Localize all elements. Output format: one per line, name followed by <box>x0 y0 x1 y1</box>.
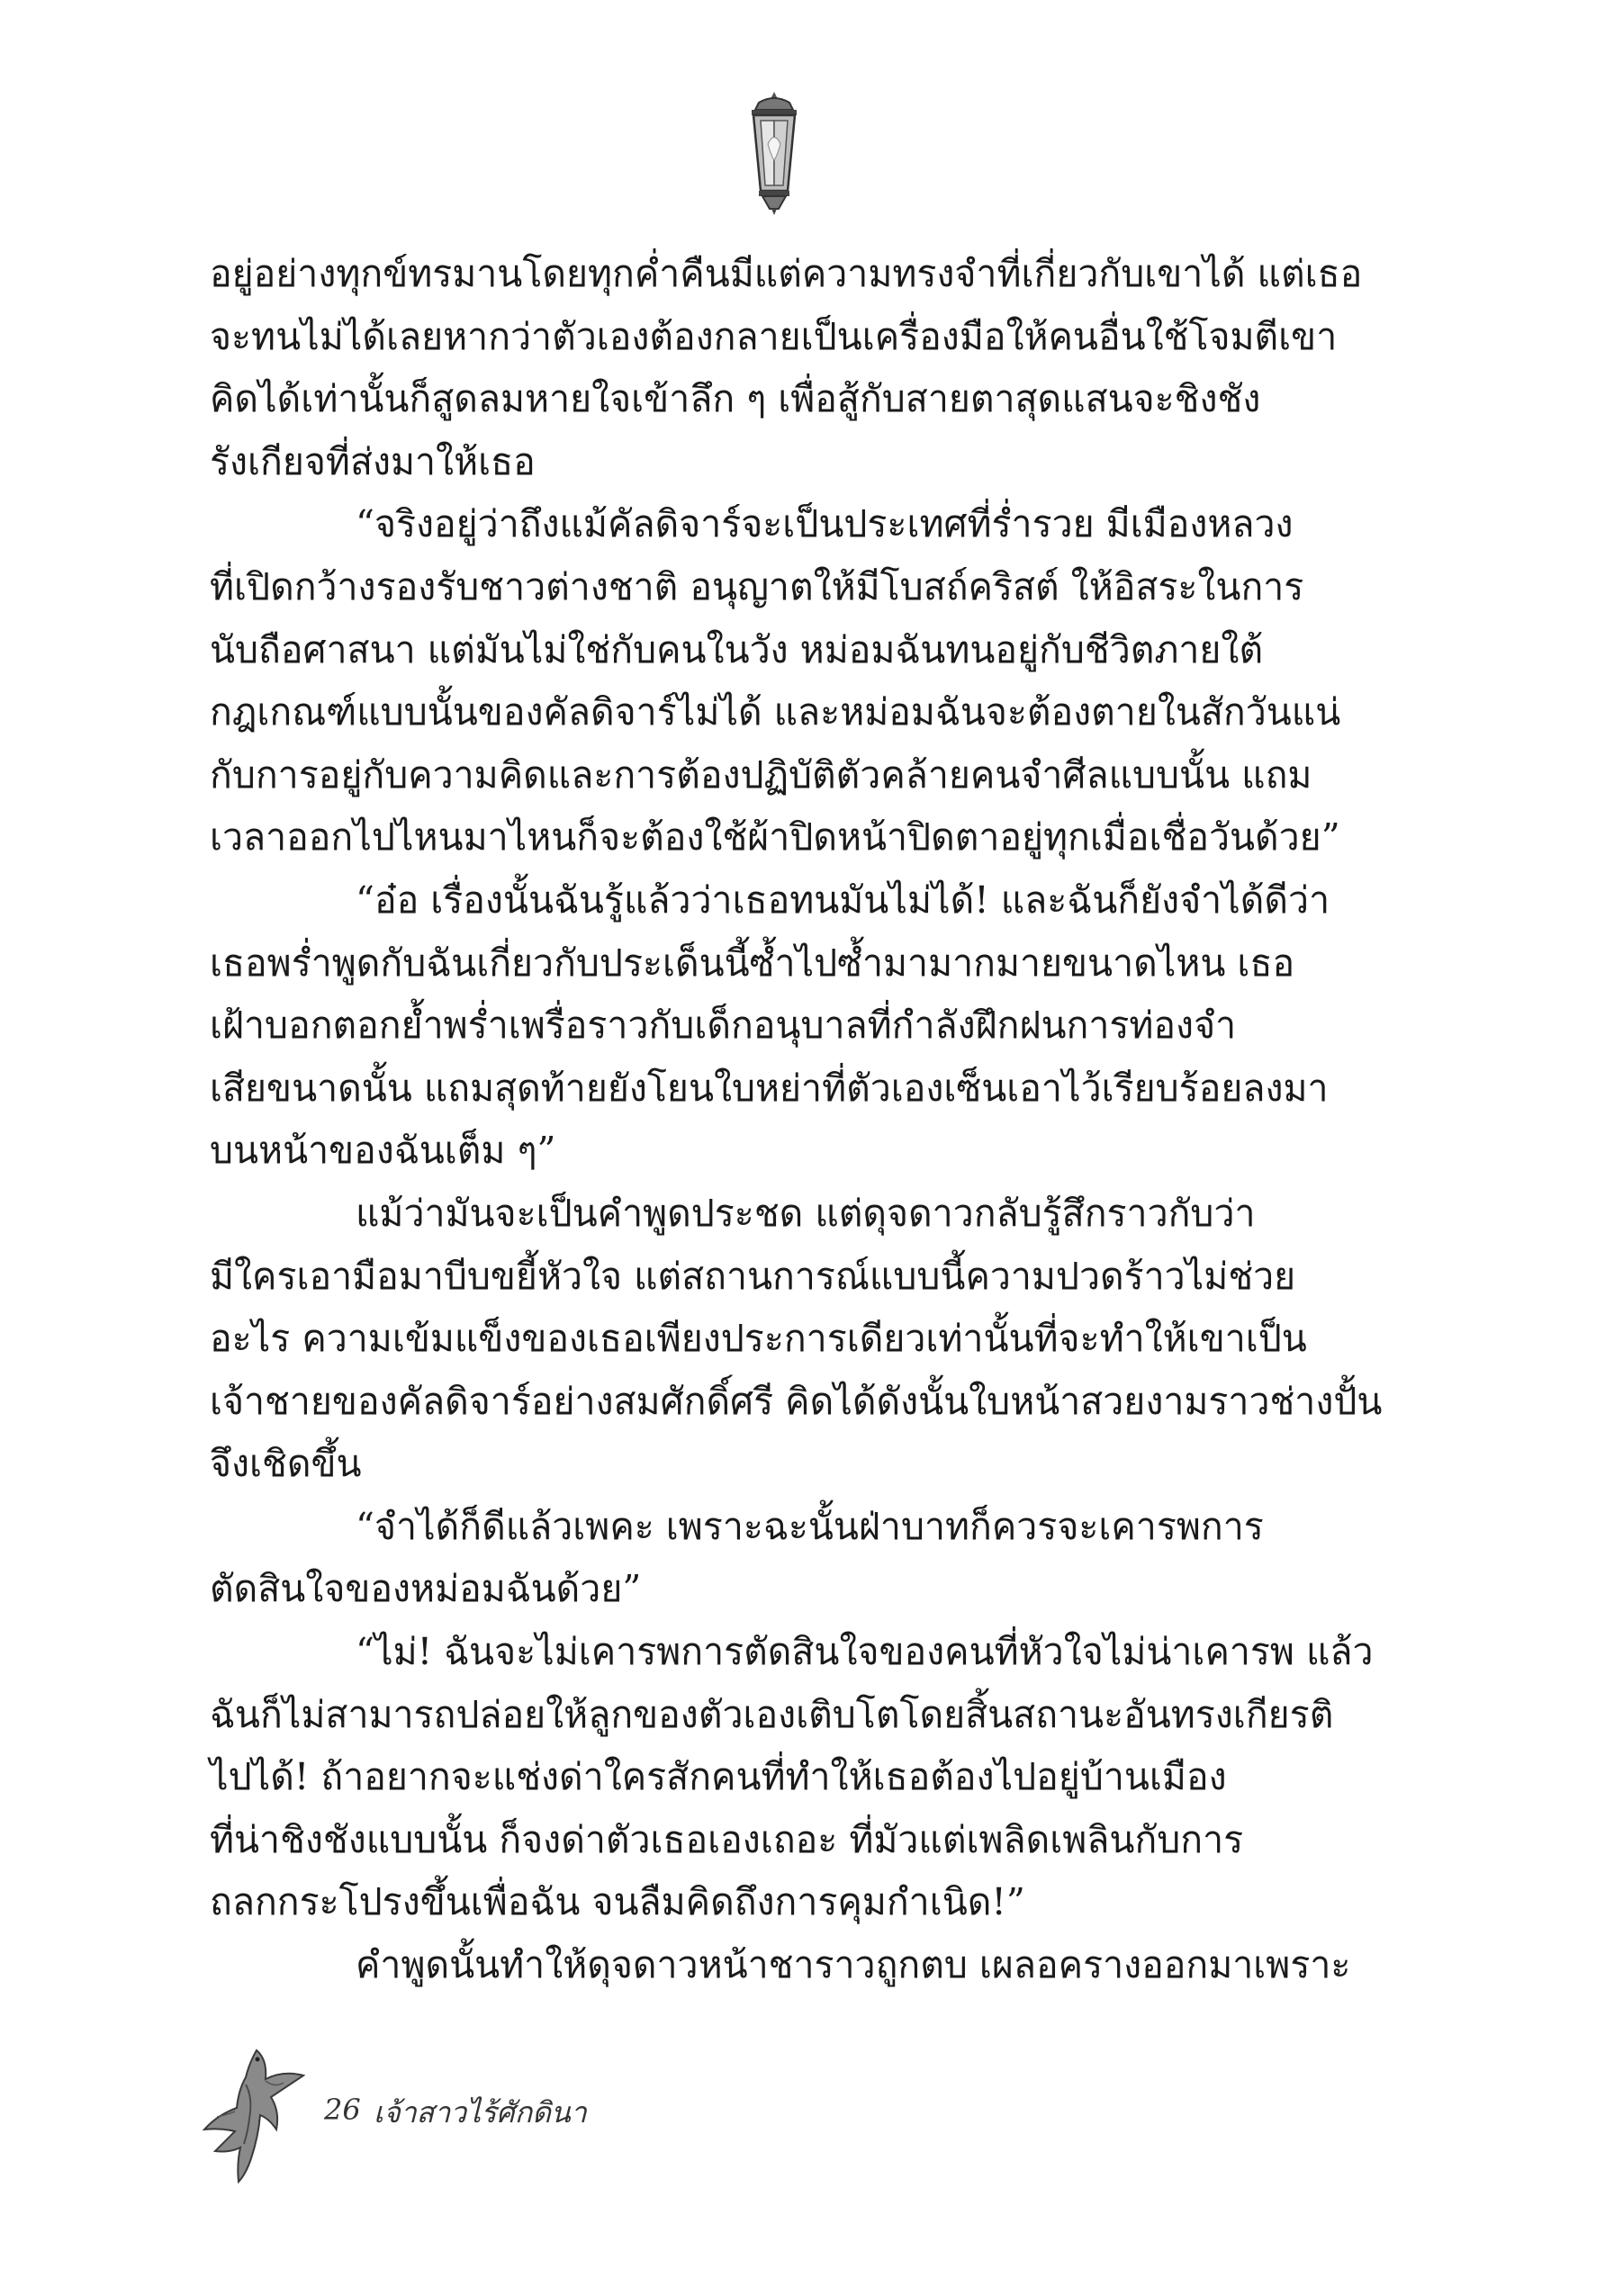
text-line: “จริงอยู่ว่าถึงแม้คัลดิจาร์จะเป็นประเทศที่ร่ำรวย มีเมืองหลวง <box>356 502 1294 546</box>
text-line: เฝ้าบอกตอกย้ำพร่ำเพรื่อราวกับเด็กอนุบาลที่กำลังฝึกฝนการท่องจำ <box>210 1004 1237 1048</box>
book-title: เจ้าสาวไร้ศักดินา <box>374 2095 587 2129</box>
text-line: คิดได้เท่านั้นก็สูดลมหายใจเข้าลึก ๆ เพื่อสู้กับสายตาสุดแสนจะชิงชัง <box>210 377 1261 421</box>
text-line: รังเกียจที่ส่งมาให้เธอ <box>210 439 536 483</box>
text-line: เสียขนาดนั้น แถมสุดท้ายยังโยนใบหย่าที่ตัวเองเซ็นเอาไว้เรียบร้อยลงมา <box>210 1066 1329 1110</box>
text-line: เธอพร่ำพูดกับฉันเกี่ยวกับประเด็นนี้ซ้ำไปซ้ำมามากมายขนาดไหน เธอ <box>210 941 1295 985</box>
text-line: จะทนไม่ได้เลยหากว่าตัวเองต้องกลายเป็นเครื่องมือให้คนอื่นใช้โจมตีเขา <box>210 314 1338 358</box>
text-line: บนหน้าของฉันเต็ม ๆ” <box>210 1129 556 1173</box>
text-line: จึงเชิดขึ้น <box>210 1442 362 1486</box>
eagle-icon <box>194 2043 311 2187</box>
text-line: “อ๋อ เรื่องนั้นฉันรู้แล้วว่าเธอทนมันไม่ได้! และฉันก็ยังจำได้ดีว่า <box>356 878 1330 922</box>
text-line: เวลาออกไปไหนมาไหนก็จะต้องใช้ผ้าปิดหน้าปิดตาอยู่ทุกเมื่อเชื่อวันด้วย” <box>210 815 1340 860</box>
text-line: ที่น่าชิงชังแบบนั้น ก็จงด่าตัวเธอเองเถอะ ที่มัวแต่เพลิดเพลินกับการ <box>210 1817 1244 1861</box>
text-line: ถลกกระโปรงขึ้นเพื่อฉัน จนลืมคิดถึงการคุมกำเนิด!” <box>210 1880 1025 1924</box>
lantern-icon <box>734 90 815 216</box>
text-line: กับการอยู่กับความคิดและการต้องปฏิบัติตัวคล้ายคนจำศีลแบบนั้น แถม <box>210 752 1312 797</box>
text-line: “ไม่! ฉันจะไม่เคารพการตัดสินใจของคนที่หัวใจไม่น่าเคารพ แล้ว <box>356 1630 1374 1674</box>
text-line: ฉันก็ไม่สามารถปล่อยให้ลูกของตัวเองเติบโตโดยสิ้นสถานะอันทรงเกียรติ <box>210 1692 1334 1736</box>
page-footer <box>194 2043 698 2187</box>
text-line: นับถือศาสนา แต่มันไม่ใช่กับคนในวัง หม่อมฉันทนอยู่กับชีวิตภายใต้ <box>210 627 1264 671</box>
text-line: “จำได้ก็ดีแล้วเพคะ เพราะฉะนั้นฝ่าบาทก็ควรจะเคารพการ <box>356 1504 1264 1548</box>
text-line: คำพูดนั้นทำให้ดุจดาวหน้าชาราวถูกตบ เผลอครางออกมาเพราะ <box>356 1943 1351 1987</box>
page-number: 26 <box>324 2093 361 2127</box>
text-line: ตัดสินใจของหม่อมฉันด้วย” <box>210 1567 642 1611</box>
text-line: แม้ว่ามันจะเป็นคำพูดประชด แต่ดุจดาวกลับรู้สึกราวกับว่า <box>356 1191 1256 1235</box>
text-line: มีใครเอามือมาบีบขยี้หัวใจ แต่สถานการณ์แบบนี้ความปวดร้าวไม่ช่วย <box>210 1254 1296 1298</box>
text-line: อยู่อย่างทุกข์ทรมานโดยทุกค่ำคืนมีแต่ความทรงจำที่เกี่ยวกับเขาได้ แต่เธอ <box>210 252 1363 295</box>
body-text <box>210 243 1383 1997</box>
text-line: ที่เปิดกว้างรองรับชาวต่างชาติ อนุญาตให้มีโบสถ์คริสต์ ให้อิสระในการ <box>210 564 1304 608</box>
text-line: เจ้าชายของคัลดิจาร์อย่างสมศักดิ์ศรี คิดได้ดังนั้นใบหน้าสวยงามราวช่างปั้น <box>210 1379 1383 1423</box>
text-line: กฎเกณฑ์แบบนั้นของคัลดิจาร์ไม่ได้ และหม่อมฉันจะต้องตายในสักวันแน่ <box>210 690 1341 734</box>
text-line: อะไร ความเข้มแข็งของเธอเพียงประการเดียวเท่านั้นที่จะทำให้เขาเป็น <box>210 1317 1307 1361</box>
text-line: ไปได้! ถ้าอยากจะแช่งด่าใครสักคนที่ทำให้เธอต้องไปอยู่บ้านเมือง <box>210 1755 1227 1799</box>
